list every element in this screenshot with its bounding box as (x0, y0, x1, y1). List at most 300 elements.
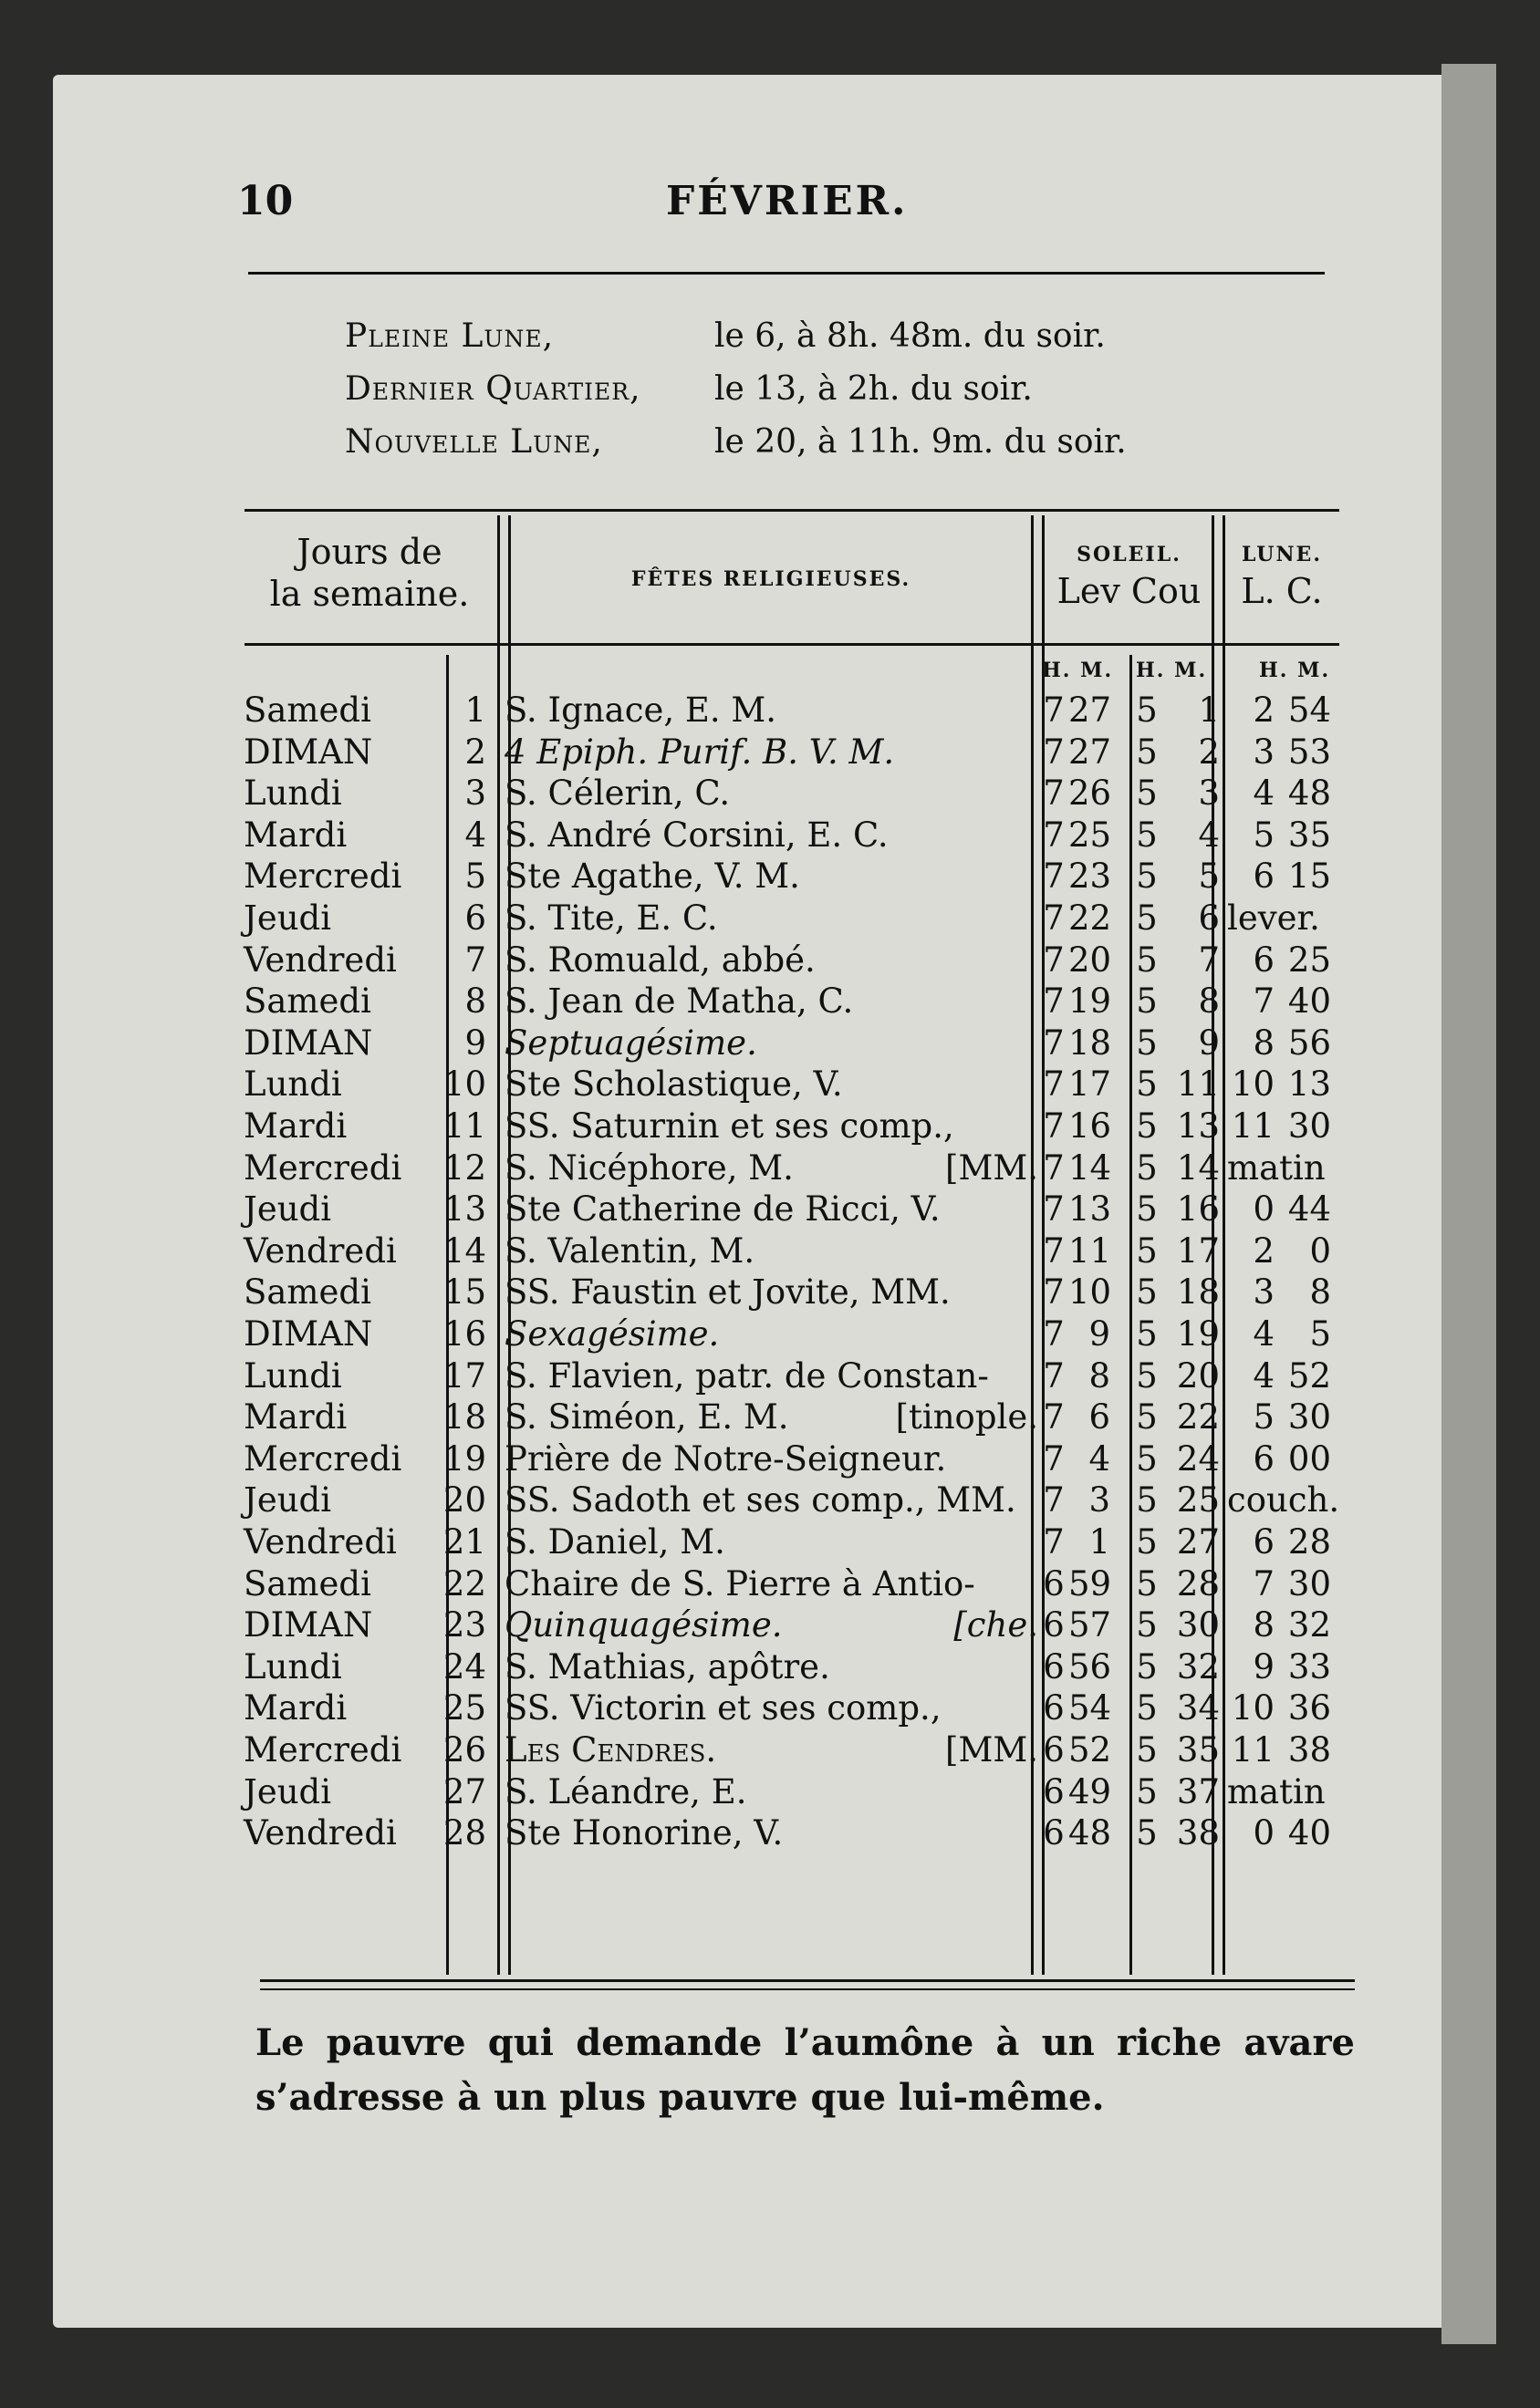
date-number: 4 (464, 815, 486, 855)
sunrise-minute: 23 (1068, 856, 1112, 897)
sunset-minute: 4 (1198, 815, 1220, 855)
sunrise-minute: 13 (1068, 1189, 1112, 1230)
table-row (242, 1521, 1373, 1562)
table-row (242, 1771, 1373, 1812)
table-row (242, 1271, 1373, 1313)
weekday: Vendredi (244, 939, 397, 980)
table-row (242, 1812, 1373, 1853)
month-title: FÉVRIER. (666, 178, 909, 224)
feast-name: S. Romuald, abbé. (505, 939, 816, 980)
moon-hour: 5 (1253, 1397, 1275, 1438)
moon-minute: 32 (1287, 1605, 1331, 1645)
date-number: 16 (442, 1314, 486, 1354)
sunset-minute: 38 (1176, 1813, 1220, 1853)
date-number: 28 (442, 1813, 486, 1853)
sunrise-minute: 19 (1068, 981, 1112, 1022)
moon-hour: 6 (1253, 856, 1275, 897)
date-number: 15 (442, 1272, 486, 1313)
sunrise-minute: 1 (1088, 1522, 1110, 1562)
table-row (242, 732, 1373, 773)
moon-phase-row (345, 363, 1127, 416)
weekday: Mercredi (244, 1438, 402, 1479)
feast-continuation: [MM. (945, 1147, 1038, 1188)
sunrise-hour: 6 (1043, 1813, 1065, 1853)
sunrise-minute: 20 (1068, 939, 1112, 980)
sunrise-hour: 7 (1043, 981, 1065, 1022)
moon-time (1227, 1188, 1368, 1230)
moon-minute: 30 (1287, 1563, 1331, 1604)
moon-minute: 15 (1287, 856, 1331, 897)
sunrise-hour: 7 (1043, 1397, 1065, 1438)
sunset-minute: 1 (1198, 690, 1220, 730)
feast-name: Quinquagésime. (505, 1605, 783, 1645)
table-row (242, 1396, 1373, 1438)
sunset-hour: 5 (1136, 939, 1158, 980)
weekday: Vendredi (244, 1230, 397, 1271)
sunset-minute: 3 (1198, 773, 1220, 814)
feast-continuation: [che. (953, 1605, 1038, 1645)
table-row (242, 898, 1373, 939)
date-number: 19 (442, 1438, 486, 1479)
feast-name: SS. Victorin et ses comp., (505, 1688, 942, 1728)
sunrise-hour: 7 (1043, 939, 1065, 980)
moon-hour: 4 (1253, 1314, 1275, 1354)
sunrise-minute: 6 (1088, 1397, 1110, 1438)
sunset-hour: 5 (1136, 1106, 1158, 1146)
feast-name: S. Mathias, apôtre. (505, 1646, 830, 1687)
weekday: Mardi (244, 1688, 348, 1728)
moon-time (1227, 898, 1368, 939)
sunset-minute: 2 (1198, 732, 1220, 772)
weekday: Jeudi (244, 1771, 332, 1811)
moon-phase-date: le 13, à 2h. du soir. (714, 370, 1033, 408)
date-number: 12 (442, 1147, 486, 1188)
units-lev: H. M. (1042, 659, 1114, 682)
weekday: Lundi (244, 1064, 342, 1105)
feast-name: SS. Sadoth et ses comp., MM. (505, 1480, 1016, 1521)
moon-time (1227, 939, 1368, 981)
moon-minute: 38 (1287, 1730, 1331, 1770)
sunset-minute: 18 (1176, 1272, 1220, 1313)
moon-time (1227, 690, 1368, 731)
table-row (242, 1729, 1373, 1770)
proverb-line1: Le pauvre qui demande l’aumône à un riche avare (255, 2021, 1355, 2064)
proverb-line2: s’adresse à un plus pauvre que lui-même. (255, 2076, 1105, 2119)
sunset-hour: 5 (1136, 856, 1158, 897)
col-header-soleil-sub: Lev Cou (1056, 571, 1202, 611)
moon-time (1227, 1438, 1368, 1479)
feast-name: Ste Agathe, V. M. (505, 856, 800, 897)
date-number: 5 (464, 856, 486, 897)
sunrise-hour: 7 (1043, 773, 1065, 814)
sunset-minute: 6 (1198, 898, 1220, 938)
moon-time (1227, 856, 1368, 897)
sunset-hour: 5 (1136, 1272, 1158, 1313)
feast-name: Chaire de S. Pierre à Antio- (505, 1563, 975, 1604)
feast-name: Les Cendres. (505, 1730, 717, 1770)
date-number: 25 (442, 1688, 486, 1728)
sunrise-minute: 56 (1068, 1646, 1112, 1687)
feast-name: S. Flavien, patr. de Constan- (505, 1355, 989, 1396)
col-header-lune-sub: L. C. (1241, 571, 1323, 611)
col-header-days-line1: Jours de (297, 532, 442, 572)
feast-name: SS. Saturnin et ses comp., (505, 1106, 954, 1146)
feast-name: S. Nicéphore, M. (505, 1147, 794, 1188)
sunset-minute: 24 (1176, 1438, 1220, 1479)
table-header-rule (245, 643, 1339, 646)
sunrise-minute: 57 (1068, 1605, 1112, 1645)
col-header-fetes: FÊTES RELIGIEUSES. (630, 567, 911, 591)
moon-hour: 9 (1253, 1646, 1275, 1687)
sunset-hour: 5 (1136, 732, 1158, 772)
table-row (242, 981, 1373, 1022)
moon-time (1227, 1729, 1368, 1770)
weekday: Mardi (244, 1397, 348, 1438)
moon-minute: 30 (1287, 1397, 1331, 1438)
moon-hour: 2 (1253, 690, 1275, 730)
sunset-minute: 22 (1176, 1397, 1220, 1438)
sunset-hour: 5 (1136, 690, 1158, 730)
table-bottom-rule (260, 1988, 1355, 1990)
sunset-minute: 7 (1198, 939, 1220, 980)
moon-time (1227, 981, 1368, 1022)
sunrise-minute: 8 (1088, 1355, 1110, 1396)
table-row (242, 1064, 1373, 1105)
sunrise-hour: 7 (1043, 1355, 1065, 1396)
sunrise-hour: 7 (1043, 690, 1065, 730)
table-row (242, 856, 1373, 897)
page-header (237, 178, 1332, 233)
sunset-minute: 35 (1176, 1730, 1220, 1770)
table-row (242, 939, 1373, 981)
weekday: DIMAN (244, 732, 373, 772)
page-number: 10 (237, 178, 294, 224)
moon-hour: 6 (1253, 939, 1275, 980)
feast-name: S. Tite, E. C. (505, 898, 718, 938)
sunset-hour: 5 (1136, 1189, 1158, 1230)
moon-hour: 7 (1253, 1563, 1275, 1604)
moon-hour: 7 (1253, 981, 1275, 1022)
sunset-hour: 5 (1136, 981, 1158, 1022)
moon-minute: 36 (1287, 1688, 1331, 1728)
date-number: 20 (442, 1480, 486, 1521)
moon-minute: 56 (1287, 1022, 1331, 1063)
sunrise-minute: 11 (1068, 1230, 1112, 1271)
sunset-minute: 8 (1198, 981, 1220, 1022)
moon-event: matin (1227, 1147, 1326, 1188)
moon-minute: 30 (1287, 1106, 1331, 1146)
moon-time (1227, 732, 1368, 773)
moon-time (1227, 1604, 1368, 1645)
sunset-minute: 5 (1198, 856, 1220, 897)
moon-time (1227, 1147, 1368, 1188)
table-row (242, 773, 1373, 814)
sunset-hour: 5 (1136, 898, 1158, 938)
header-rule (248, 272, 1325, 275)
sunrise-minute: 14 (1068, 1147, 1112, 1188)
sunrise-hour: 7 (1043, 1022, 1065, 1063)
sunrise-hour: 7 (1043, 1314, 1065, 1354)
weekday: Jeudi (244, 1189, 332, 1230)
sunset-hour: 5 (1136, 773, 1158, 814)
weekday: DIMAN (244, 1314, 373, 1354)
feast-name: S. Valentin, M. (505, 1230, 755, 1271)
date-number: 22 (442, 1563, 486, 1604)
date-number: 21 (442, 1522, 486, 1562)
sunset-hour: 5 (1136, 1522, 1158, 1562)
sunrise-minute: 3 (1088, 1480, 1110, 1521)
feast-name: Ste Honorine, V. (505, 1813, 784, 1853)
sunrise-hour: 7 (1043, 732, 1065, 772)
date-number: 2 (464, 732, 486, 772)
sunset-minute: 13 (1176, 1106, 1220, 1146)
weekday: Mercredi (244, 1147, 402, 1188)
sunrise-hour: 7 (1043, 856, 1065, 897)
moon-hour: 4 (1253, 1355, 1275, 1396)
moon-hour: 0 (1253, 1813, 1275, 1853)
sunset-hour: 5 (1136, 1480, 1158, 1521)
sunrise-minute: 22 (1068, 898, 1112, 938)
sunrise-minute: 52 (1068, 1730, 1112, 1770)
weekday: Mercredi (244, 1730, 402, 1770)
feast-continuation: [MM. (945, 1730, 1038, 1770)
table-bottom-rule (260, 1979, 1355, 1982)
sunrise-hour: 7 (1043, 898, 1065, 938)
table-row (242, 1355, 1373, 1396)
sunset-minute: 11 (1176, 1064, 1220, 1105)
weekday: DIMAN (244, 1022, 373, 1063)
table-row (242, 1147, 1373, 1188)
moon-event: matin (1227, 1771, 1326, 1811)
units-cou: H. M. (1136, 659, 1208, 682)
sunrise-hour: 7 (1043, 1522, 1065, 1562)
moon-minute: 40 (1287, 981, 1331, 1022)
moon-hour: 2 (1253, 1230, 1275, 1271)
sunrise-hour: 7 (1043, 1272, 1065, 1313)
table-row (242, 1604, 1373, 1645)
date-number: 1 (464, 690, 486, 730)
feast-name: S. Siméon, E. M. (505, 1397, 789, 1438)
moon-minute: 5 (1309, 1314, 1331, 1354)
feast-name: SS. Faustin et Jovite, MM. (505, 1272, 951, 1313)
sunset-hour: 5 (1136, 1688, 1158, 1728)
col-header-lune: LUNE. (1242, 543, 1322, 566)
moon-minute: 53 (1287, 732, 1331, 772)
moon-hour: 11 (1231, 1106, 1275, 1146)
sunset-hour: 5 (1136, 815, 1158, 855)
sunrise-hour: 7 (1043, 1438, 1065, 1479)
table-row (242, 815, 1373, 856)
page-edge (1441, 64, 1496, 2344)
sunrise-hour: 7 (1043, 1230, 1065, 1271)
date-number: 18 (442, 1397, 486, 1438)
moon-minute: 13 (1287, 1064, 1331, 1105)
moon-phase-row (345, 310, 1127, 363)
feast-name: S. Ignace, E. M. (505, 690, 777, 730)
moon-minute: 35 (1287, 815, 1331, 855)
moon-time (1227, 1396, 1368, 1438)
moon-event: couch. (1227, 1480, 1340, 1521)
sunrise-hour: 6 (1043, 1646, 1065, 1687)
sunset-hour: 5 (1136, 1147, 1158, 1188)
date-number: 27 (442, 1771, 486, 1811)
moon-time (1227, 773, 1368, 814)
moon-phase-row (345, 416, 1127, 469)
weekday: Jeudi (244, 898, 332, 938)
moon-minute: 40 (1287, 1813, 1331, 1853)
feast-name: S. Daniel, M. (505, 1522, 725, 1562)
sunset-hour: 5 (1136, 1605, 1158, 1645)
moon-minute: 8 (1309, 1272, 1331, 1313)
table-row (242, 1646, 1373, 1687)
table-top-rule (245, 509, 1339, 512)
weekday: Lundi (244, 1355, 342, 1396)
moon-hour: 0 (1253, 1189, 1275, 1230)
sunset-hour: 5 (1136, 1730, 1158, 1770)
sunset-minute: 30 (1176, 1605, 1220, 1645)
moon-time (1227, 1105, 1368, 1147)
sunrise-hour: 7 (1043, 815, 1065, 855)
moon-minute: 33 (1287, 1646, 1331, 1687)
moon-minute: 25 (1287, 939, 1331, 980)
table-row (242, 1188, 1373, 1230)
sunrise-minute: 17 (1068, 1064, 1112, 1105)
moon-time (1227, 1687, 1368, 1728)
sunrise-minute: 49 (1068, 1771, 1112, 1811)
moon-time (1227, 1771, 1368, 1812)
moon-hour: 10 (1231, 1064, 1275, 1105)
sunset-minute: 19 (1176, 1314, 1220, 1354)
sunset-hour: 5 (1136, 1813, 1158, 1853)
sunset-minute: 32 (1176, 1646, 1220, 1687)
sunrise-hour: 6 (1043, 1771, 1065, 1811)
moon-phase-name: Nouvelle Lune, (345, 423, 603, 461)
weekday: Vendredi (244, 1813, 397, 1853)
sunrise-minute: 26 (1068, 773, 1112, 814)
sunset-hour: 5 (1136, 1064, 1158, 1105)
sunrise-minute: 9 (1088, 1314, 1110, 1354)
sunrise-hour: 7 (1043, 1189, 1065, 1230)
sunrise-minute: 59 (1068, 1563, 1112, 1604)
sunset-minute: 28 (1176, 1563, 1220, 1604)
moon-event: lever. (1227, 898, 1320, 938)
sunrise-hour: 7 (1043, 1480, 1065, 1521)
date-number: 3 (464, 773, 486, 814)
moon-hour: 6 (1253, 1522, 1275, 1562)
feast-name: Septuagésime. (505, 1022, 757, 1063)
moon-phase-name: Dernier Quartier, (345, 370, 641, 408)
weekday: Samedi (244, 1563, 371, 1604)
sunrise-minute: 48 (1068, 1813, 1112, 1853)
moon-hour: 8 (1253, 1022, 1275, 1063)
table-row (242, 1687, 1373, 1728)
feast-name: Ste Scholastique, V. (505, 1064, 843, 1105)
sunset-hour: 5 (1136, 1022, 1158, 1063)
moon-minute: 48 (1287, 773, 1331, 814)
sunset-minute: 14 (1176, 1147, 1220, 1188)
sunset-hour: 5 (1136, 1438, 1158, 1479)
moon-time (1227, 1271, 1368, 1313)
sunrise-minute: 18 (1068, 1022, 1112, 1063)
sunrise-hour: 6 (1043, 1730, 1065, 1770)
col-header-days-line2: la semaine. (269, 574, 470, 614)
moon-hour: 8 (1253, 1605, 1275, 1645)
sunrise-hour: 6 (1043, 1688, 1065, 1728)
date-number: 6 (464, 898, 486, 938)
table-row (242, 1105, 1373, 1147)
date-number: 24 (442, 1646, 486, 1687)
weekday: Jeudi (244, 1480, 332, 1521)
moon-hour: 10 (1231, 1688, 1275, 1728)
col-header-soleil: SOLEIL. (1077, 543, 1181, 566)
date-number: 26 (442, 1730, 486, 1770)
table-row (242, 1313, 1373, 1354)
feast-name: S. Jean de Matha, C. (505, 981, 854, 1022)
sunrise-minute: 27 (1068, 732, 1112, 772)
sunset-hour: 5 (1136, 1355, 1158, 1396)
moon-minute: 28 (1287, 1522, 1331, 1562)
weekday: Lundi (244, 1646, 342, 1687)
feast-name: Ste Catherine de Ricci, V. (505, 1189, 941, 1230)
moon-hour: 11 (1231, 1730, 1275, 1770)
table-row (242, 1563, 1373, 1604)
sunset-minute: 20 (1176, 1355, 1220, 1396)
moon-minute: 0 (1309, 1230, 1331, 1271)
moon-time (1227, 1064, 1368, 1105)
moon-time (1227, 1313, 1368, 1354)
sunrise-minute: 25 (1068, 815, 1112, 855)
sunrise-hour: 6 (1043, 1563, 1065, 1604)
sunset-hour: 5 (1136, 1230, 1158, 1271)
moon-minute: 52 (1287, 1355, 1331, 1396)
sunset-hour: 5 (1136, 1563, 1158, 1604)
date-number: 9 (464, 1022, 486, 1063)
proverb (255, 2016, 1355, 2125)
feast-name: S. Célerin, C. (505, 773, 731, 814)
sunrise-hour: 7 (1043, 1106, 1065, 1146)
moon-minute: 00 (1287, 1438, 1331, 1479)
moon-time (1227, 1563, 1368, 1604)
weekday: DIMAN (244, 1605, 373, 1645)
sunset-hour: 5 (1136, 1771, 1158, 1811)
sunset-minute: 17 (1176, 1230, 1220, 1271)
weekday: Samedi (244, 981, 371, 1022)
date-number: 23 (442, 1605, 486, 1645)
sunrise-minute: 54 (1068, 1688, 1112, 1728)
moon-time (1227, 1022, 1368, 1064)
sunrise-hour: 7 (1043, 1064, 1065, 1105)
table-row (242, 1022, 1373, 1064)
feast-continuation: [tinople. (895, 1397, 1038, 1438)
sunrise-minute: 16 (1068, 1106, 1112, 1146)
moon-hour: 4 (1253, 773, 1275, 814)
feast-name: S. Léandre, E. (505, 1771, 747, 1811)
sunset-minute: 37 (1176, 1771, 1220, 1811)
weekday: Lundi (244, 773, 342, 814)
moon-time (1227, 1230, 1368, 1271)
moon-hour: 6 (1253, 1438, 1275, 1479)
moon-phase-date: le 20, à 11h. 9m. du soir. (714, 423, 1127, 461)
date-number: 10 (442, 1064, 486, 1105)
date-number: 11 (442, 1106, 486, 1146)
moon-minute: 54 (1287, 690, 1331, 730)
date-number: 7 (464, 939, 486, 980)
weekday: Mercredi (244, 856, 402, 897)
moon-time (1227, 1355, 1368, 1396)
feast-name: S. André Corsini, E. C. (505, 815, 889, 855)
moon-time (1227, 1812, 1368, 1853)
date-number: 8 (464, 981, 486, 1022)
